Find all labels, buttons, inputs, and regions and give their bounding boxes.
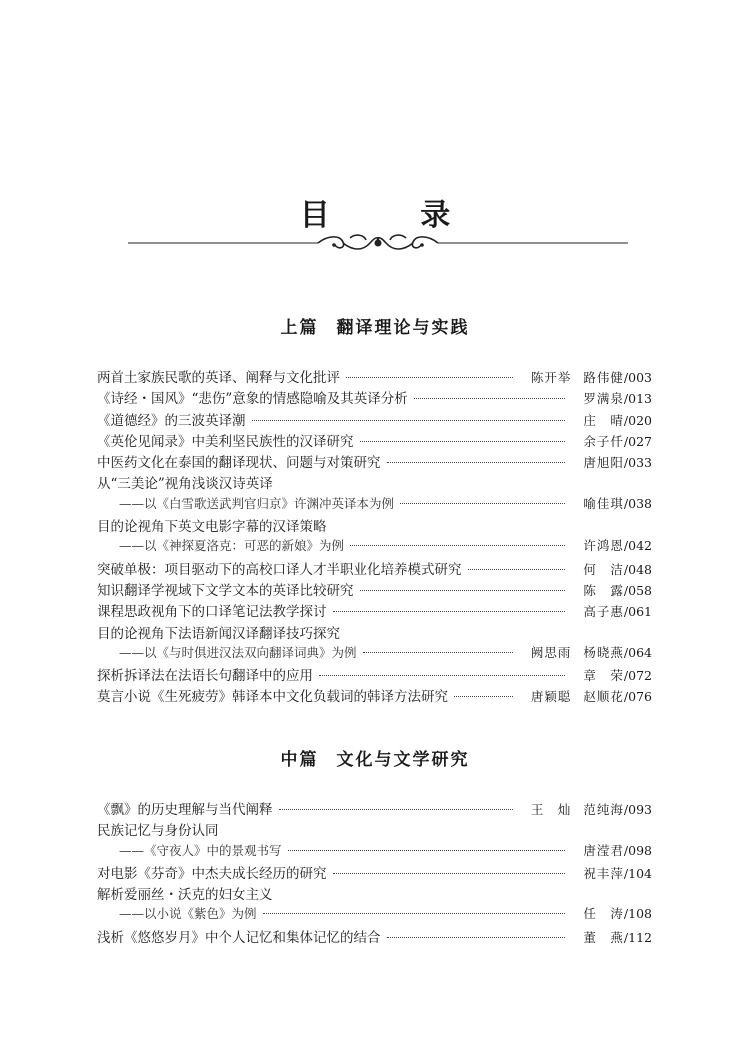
page-number: 098 — [628, 842, 652, 858]
author-name: 余子仟 — [583, 433, 624, 449]
toc-entry-authors — [571, 666, 624, 684]
toc-entry[interactable] — [97, 841, 652, 862]
toc-entry[interactable] — [97, 862, 652, 883]
dot-leader — [319, 675, 565, 676]
author-name: 董 燕 — [583, 929, 624, 945]
section-heading-2 — [0, 745, 750, 770]
toc-entry-title: 浅析《悠悠岁月》中个人记忆和集体记忆的结合 — [97, 929, 381, 946]
toc-entry[interactable] — [97, 926, 652, 947]
page-number: 048 — [628, 561, 652, 577]
dot-leader — [454, 696, 513, 697]
page-number: 003 — [628, 370, 652, 385]
author-name: 罗满泉 — [583, 391, 624, 407]
toc-entry-subtitle: ——以小说《紫色》为例 — [119, 906, 257, 922]
page-separator: / — [623, 929, 629, 945]
dot-leader — [360, 590, 566, 591]
toc-entry-subtitle: ——以《与时俱进汉法双向翻译词典》为例 — [119, 644, 357, 660]
page-number: 104 — [628, 865, 652, 881]
dot-leader — [363, 652, 513, 653]
dot-leader — [387, 937, 566, 938]
toc-entry-authors — [519, 368, 624, 386]
dot-leader — [400, 503, 565, 504]
page-number: 027 — [628, 433, 652, 449]
author-name: 何 洁 — [583, 561, 624, 577]
section-part: 上篇 — [280, 318, 319, 338]
page-separator: / — [623, 370, 629, 385]
toc-entry[interactable] — [97, 664, 652, 685]
author-name: 章 荣 — [583, 668, 624, 684]
section-title: 翻译理论与实践 — [336, 318, 470, 338]
author-name: 唐滢君 — [583, 842, 624, 858]
page-number: 076 — [628, 689, 652, 705]
dot-leader — [350, 545, 565, 546]
toc-entry-title: 探析拆译法在法语长句翻译中的应用 — [97, 668, 313, 685]
dot-leader — [263, 913, 566, 914]
toc-entry-title: 《诗经・国风》“悲伤”意象的情感隐喻及其英译分析 — [97, 391, 408, 408]
toc-entry-subtitle: ——以《白雪歌送武判官归京》许渊冲英译本为例 — [119, 495, 395, 511]
author-name: 陈开举 — [530, 370, 572, 385]
toc-entry[interactable] — [97, 536, 652, 557]
toc-entry-title: 民族记忆与身份认同 — [97, 823, 219, 840]
page-number: 093 — [628, 802, 652, 817]
page-separator: / — [623, 604, 629, 620]
toc-entry[interactable] — [97, 430, 652, 451]
toc-entry-authors — [571, 560, 624, 578]
page-title: 目 录 — [299, 198, 491, 233]
toc-entry[interactable] — [97, 819, 652, 840]
dot-leader — [333, 611, 566, 612]
author-name: 庄 晴 — [583, 412, 624, 428]
toc-entry-title: 莫言小说《生死疲劳》韩译本中文化负载词的韩译方法研究 — [97, 689, 448, 706]
toc-entry-subtitle: ——《守夜人》中的景观书写 — [119, 842, 282, 858]
page-separator: / — [623, 495, 629, 511]
toc-entry-title: 中医药文化在泰国的翻译现状、问题与对策研究 — [97, 455, 381, 472]
dot-leader — [387, 462, 566, 463]
toc-entry[interactable] — [97, 883, 652, 904]
toc-entry-subtitle: ——以《神探夏洛克：可恶的新娘》为例 — [119, 538, 345, 554]
toc-entry[interactable] — [97, 600, 652, 621]
page-separator: / — [623, 455, 629, 471]
toc-entry-title: 《飘》的历史理解与当代阐释 — [97, 802, 273, 818]
toc-entry-title: 从“三美论”视角浅谈汉诗英译 — [97, 476, 273, 493]
toc-entry-authors — [571, 411, 624, 429]
dot-leader — [346, 377, 513, 378]
page-separator: / — [623, 561, 629, 577]
toc-entry[interactable] — [97, 685, 652, 706]
page-separator: / — [623, 842, 629, 858]
dot-leader — [333, 873, 566, 874]
toc-entry[interactable] — [97, 643, 652, 664]
ornament-divider-icon — [128, 233, 628, 253]
dot-leader — [279, 809, 513, 810]
toc-list-part-2 — [97, 798, 652, 947]
page-separator: / — [623, 433, 629, 449]
toc-entry[interactable] — [97, 622, 652, 643]
toc-entry-title: 对电影《芬奇》中杰夫成长经历的研究 — [97, 865, 327, 882]
toc-entry-title: 知识翻译学视域下文学文本的英译比较研究 — [97, 582, 354, 599]
author-name: 杨晓燕 — [583, 644, 624, 660]
dot-leader — [360, 441, 566, 442]
toc-entry-authors — [519, 643, 624, 661]
toc-entry[interactable] — [97, 494, 652, 515]
toc-entry-title: 解析爱丽丝・沃克的妇女主义 — [97, 887, 273, 904]
page-separator: / — [623, 582, 629, 598]
page-separator: / — [623, 412, 629, 428]
toc-entry[interactable] — [97, 798, 652, 819]
page-separator: / — [623, 865, 629, 881]
page-separator: / — [623, 802, 629, 817]
author-name: 高子惠 — [583, 604, 624, 620]
toc-entry-authors — [571, 389, 624, 407]
toc-entry[interactable] — [97, 472, 652, 493]
dot-leader — [468, 569, 566, 570]
page-separator: / — [623, 538, 629, 554]
author-name: 喻佳琪 — [583, 495, 624, 511]
author-name: 赵顺花 — [583, 689, 624, 705]
section-part: 中篇 — [280, 750, 319, 770]
page-separator: / — [623, 668, 629, 684]
page-separator: / — [623, 906, 629, 922]
toc-entry[interactable] — [97, 451, 652, 472]
page-number: 064 — [628, 644, 652, 660]
toc-entry[interactable] — [97, 579, 652, 600]
author-name: 路伟健 — [583, 370, 624, 385]
toc-entry-title: 《道德经》的三波英译潮 — [97, 412, 246, 429]
page-number: 038 — [628, 495, 652, 511]
dot-leader — [288, 850, 566, 851]
author-name: 阙思雨 — [530, 644, 572, 660]
page-number: 042 — [628, 538, 652, 554]
author-name: 范纯海 — [583, 802, 624, 817]
dot-leader — [414, 398, 566, 399]
page-number: 033 — [628, 455, 652, 471]
toc-entry-authors — [571, 432, 624, 450]
page-separator: / — [623, 644, 629, 660]
toc-entry-title: 目的论视角下英文电影字幕的汉译策略 — [97, 519, 327, 536]
toc-list-part-1 — [97, 366, 652, 707]
toc-entry-authors — [519, 687, 624, 705]
toc-entry-title: 目的论视角下法语新闻汉译翻译技巧探究 — [97, 625, 340, 642]
author-name: 唐颖聪 — [530, 689, 572, 705]
toc-entry-authors — [571, 602, 624, 620]
toc-entry-authors — [519, 800, 624, 818]
toc-entry-title: 《英伦见闻录》中美利坚民族性的汉译研究 — [97, 433, 354, 450]
page-number: 108 — [628, 906, 652, 922]
toc-entry-authors — [571, 494, 624, 512]
author-name: 祝丰萍 — [583, 865, 624, 881]
page-separator: / — [623, 391, 629, 407]
toc-entry[interactable] — [97, 515, 652, 536]
toc-entry-authors — [571, 581, 624, 599]
dot-leader — [252, 420, 566, 421]
page-number: 061 — [628, 604, 652, 620]
section-title: 文化与文学研究 — [336, 750, 470, 770]
page-number: 020 — [628, 412, 652, 428]
toc-entry-authors — [571, 904, 624, 922]
page-number: 112 — [628, 929, 652, 945]
author-name: 许鸿恩 — [583, 538, 624, 554]
toc-entry[interactable] — [97, 558, 652, 579]
toc-entry-authors — [571, 928, 624, 946]
toc-entry[interactable] — [97, 409, 652, 430]
toc-entry-authors — [571, 536, 624, 554]
toc-entry-title: 突破单极：项目驱动下的高校口译人才半职业化培养模式研究 — [97, 561, 462, 578]
page-number: 013 — [628, 391, 652, 407]
author-name: 陈 露 — [583, 582, 624, 598]
toc-entry-title: 两首土家族民歌的英译、阐释与文化批评 — [97, 370, 340, 386]
toc-entry[interactable] — [97, 366, 652, 387]
toc-entry-title: 课程思政视角下的口译笔记法教学探讨 — [97, 604, 327, 621]
section-heading-1 — [0, 313, 750, 338]
toc-entry-authors — [571, 841, 624, 859]
author-name: 任 涛 — [583, 906, 624, 922]
author-name: 王 灿 — [530, 802, 572, 817]
author-name: 唐旭阳 — [583, 455, 624, 471]
toc-entry-authors — [571, 864, 624, 882]
page-number: 072 — [628, 668, 652, 684]
page-separator: / — [623, 689, 629, 705]
toc-entry-authors — [571, 453, 624, 471]
toc-entry[interactable] — [97, 904, 652, 925]
toc-entry[interactable] — [97, 387, 652, 408]
page-number: 058 — [628, 582, 652, 598]
